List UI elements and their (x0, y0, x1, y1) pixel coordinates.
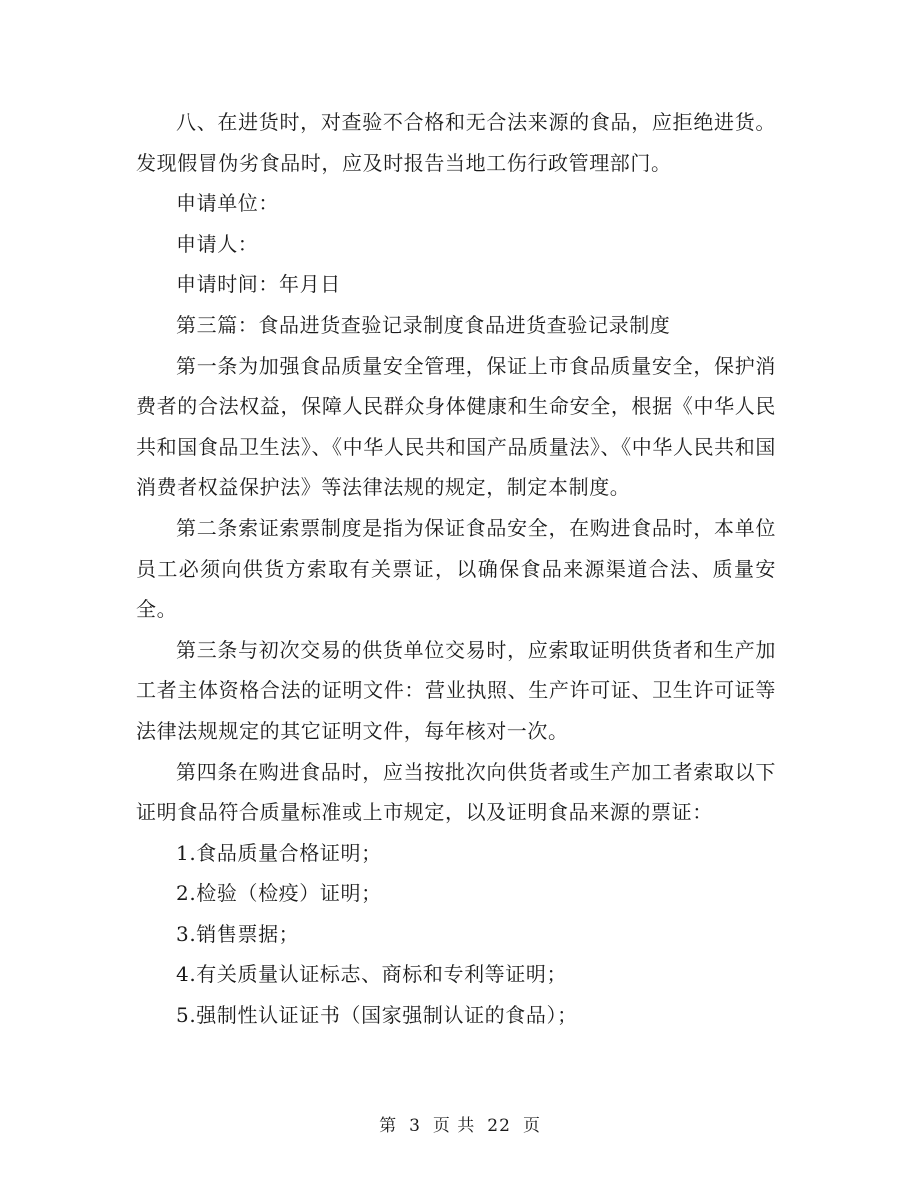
page-label-mid: 页 共 (432, 1116, 476, 1136)
paragraph: 八、在进货时，对查验不合格和无合法来源的食品，应拒绝进货。发现假冒伪劣食品时，应及时报告当地工伤行政管理部门。 (136, 110, 776, 175)
document-body (136, 102, 776, 1036)
paragraph: 第四条在购进食品时，应当按批次向供货者或生产加工者索取以下证明食品符合质量标准或上市规定，以及证明食品来源的票证： (136, 759, 776, 825)
applicant-unit-label: 申请单位： (176, 191, 279, 216)
current-page-number: 3 (409, 1116, 421, 1136)
list-item: 3.销售票据； (176, 921, 300, 946)
page-label-suffix: 页 (522, 1116, 541, 1136)
list-item: 4.有关质量认证标志、商标和专利等证明； (176, 962, 568, 987)
list-item: 2.检验（检疫）证明； (176, 881, 382, 906)
paragraph: 第二条索证索票制度是指为保证食品安全，在购进食品时，本单位员工必须向供货方索取有关票证，以确保食品来源渠道合法、质量安全。 (136, 515, 776, 622)
list-item: 5.强制性认证证书（国家强制认证的食品）； (176, 1003, 578, 1028)
list-item: 1.食品质量合格证明； (176, 840, 382, 865)
total-pages-number: 22 (487, 1116, 511, 1136)
page-footer (0, 1111, 920, 1136)
paragraph: 第一条为加强食品质量安全管理，保证上市食品质量安全，保护消费者的合法权益，保障人民群众身体健康和生命安全，根据《中华人民共和国食品卫生法》、《中华人民共和国产品质量法》、《中华人民共和国消费者权益保护法》等法律法规的规定，制定本制度。 (136, 353, 776, 500)
section-heading: 第三篇：食品进货查验记录制度食品进货查验记录制度 (176, 312, 671, 337)
application-date-label: 申请时间：年月日 (176, 272, 341, 297)
applicant-label: 申请人： (176, 231, 259, 256)
page-label-prefix: 第 (379, 1116, 398, 1136)
paragraph: 第三条与初次交易的供货单位交易时，应索取证明供货者和生产加工者主体资格合法的证明文件：营业执照、生产许可证、卫生许可证等法律法规规定的其它证明文件，每年核对一次。 (136, 637, 776, 743)
